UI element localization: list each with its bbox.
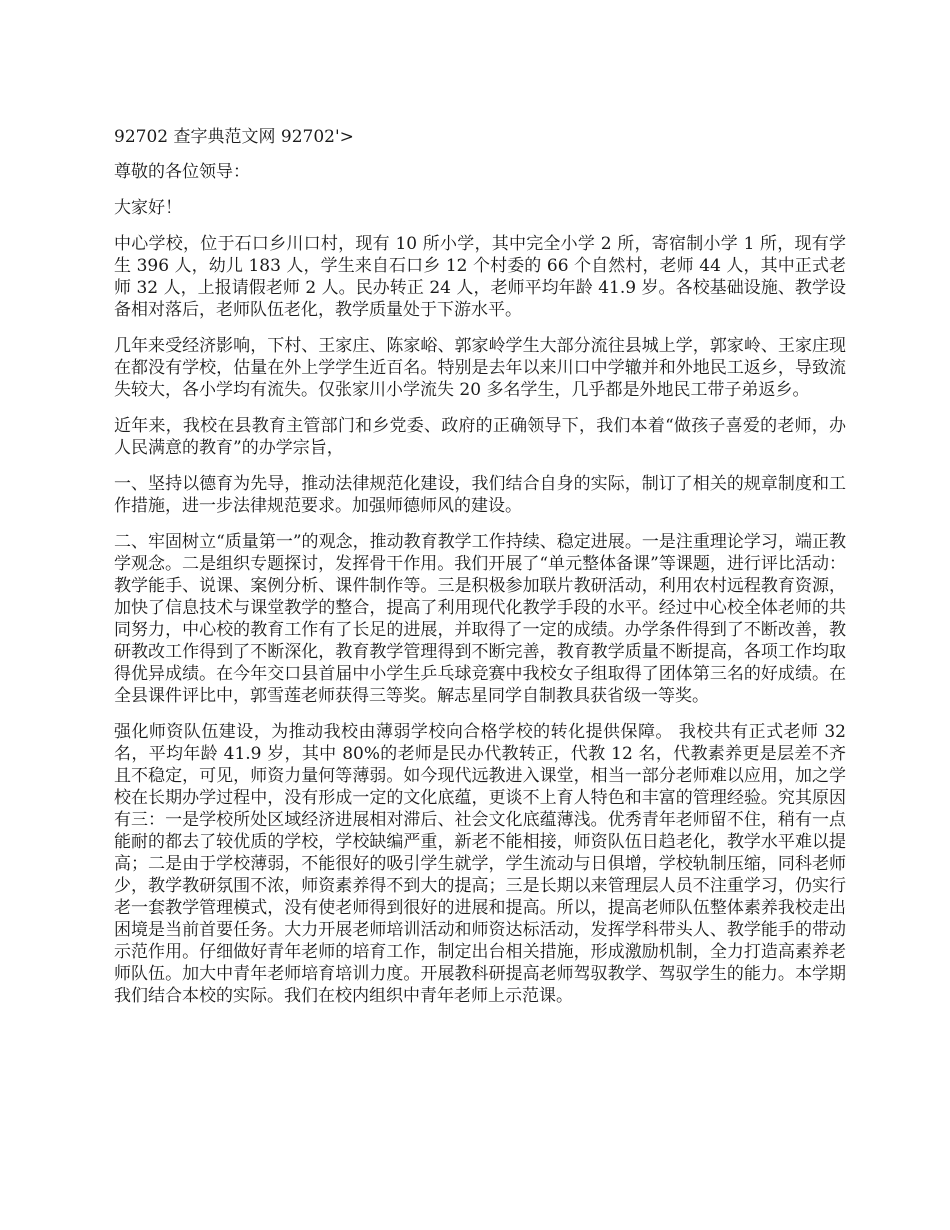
greeting: 尊敬的各位领导： xyxy=(114,162,250,182)
paragraph-moral-education: 一、坚持以德育为先导，推动法律规范化建设，我们结合自身的实际，制订了相关的规章制度和工作措施，进一步法律规范要求。加强师德师风的建设。 xyxy=(114,474,846,516)
document-page xyxy=(114,126,846,1021)
salutation: 大家好！ xyxy=(114,198,182,218)
paragraph-quality-first: 二、牢固树立“质量第一”的观念，推动教育教学工作持续、稳定进展。一是注重理论学习，端正教学观念。二是组织专题探讨，发挥骨干作用。我们开展了“单元整体备课”等课题，进行评比活动：教学能手、说课、案例分析、课件制作等。三是积极参加联片教研活动，利用农村远程教育资源，加快了信息技术与课堂教学的整合，提高了利用现代化教学手段的水平。经过中心校全体老师的共同努力，中心校的教育工作有了长足的进展，并取得了一定的成绩。办学条件得到了不断改善，教研教改工作得到了不断深化，教育教学管理得到不断完善，教育教学质量不断提高，各项工作均取得优异成绩。在今年交口县首届中小学生乒乓球竞赛中我校女子组取得了团体第三名的好成绩。在全县课件评比中，郭雪莲老师获得三等奖。解志星同学自制教具获省级一等奖。 xyxy=(114,532,846,706)
paragraph-school-overview: 中心学校，位于石口乡川口村，现有 10 所小学，其中完全小学 2 所，寄宿制小学 1 所，现有学生 396 人，幼儿 183 人，学生来自石口乡 12 个村委的 66 个自然村，老师 44 人，其中正式老师 32 人，上报请假老师 2 人。民办转正 24 人，老师平均年龄 41.9 岁。各校基础设施、教学设备相对落后，老师队伍老化，教学质量处于下游水平。 xyxy=(114,234,846,320)
document-header: 92702 查字典范文网 92702'> xyxy=(114,127,354,147)
paragraph-school-motto: 近年来，我校在县教育主管部门和乡党委、政府的正确领导下，我们本着“做孩子喜爱的老师，办人民满意的教育”的办学宗旨， xyxy=(114,416,846,458)
paragraph-student-loss: 几年来受经济影响，下村、王家庄、陈家峪、郭家岭学生大部分流往县城上学，郭家岭、王家庄现在都没有学校，估量在外上学学生近百名。特别是去年以来川口中学辙并和外地民工返乡，导致流失较大，各小学均有流失。仅张家川小学流失 20 多名学生，几乎都是外地民工带子弟返乡。 xyxy=(114,336,846,400)
paragraph-teacher-team: 强化师资队伍建设，为推动我校由薄弱学校向合格学校的转化提供保障。 我校共有正式老师 32 名，平均年龄 41.9 岁，其中 80%的老师是民办代教转正，代教 12 名，代教素养更是层差不齐且不稳定，可见，师资力量何等薄弱。如今现代远教进入课堂，相当一部分老师难以应用，加之学校在长期办学过程中，没有形成一定的文化底蕴，更谈不上育人特色和丰富的管理经验。究其原因有三：一是学校所处区域经济进展相对滞后、社会文化底蕴薄浅。优秀青年老师留不住，稍有一点能耐的都去了较优质的学校，学校缺编严重，新老不能相接，师资队伍日趋老化，教学水平难以提高；二是由于学校薄弱，不能很好的吸引学生就学，学生流动与日俱增，学校轨制压缩，同科老师少，教学教研氛围不浓，师资素养得不到大的提高；三是长期以来管理层人员不注重学习，仍实行老一套教学管理模式，没有使老师得到很好的进展和提高。所以，提高老师队伍整体素养我校走出困境是当前首要任务。大力开展老师培训活动和师资达标活动，发挥学科带头人、教学能手的带动示范作用。仔细做好青年老师的培育工作，制定出台相关措施，形成激励机制，全力打造高素养老师队伍。加大中青年老师培育培训力度。开展教科研提高老师驾驭教学、驾驭学生的能力。本学期我们结合本校的实际。我们在校内组织中青年老师上示范课。 xyxy=(114,722,846,1006)
